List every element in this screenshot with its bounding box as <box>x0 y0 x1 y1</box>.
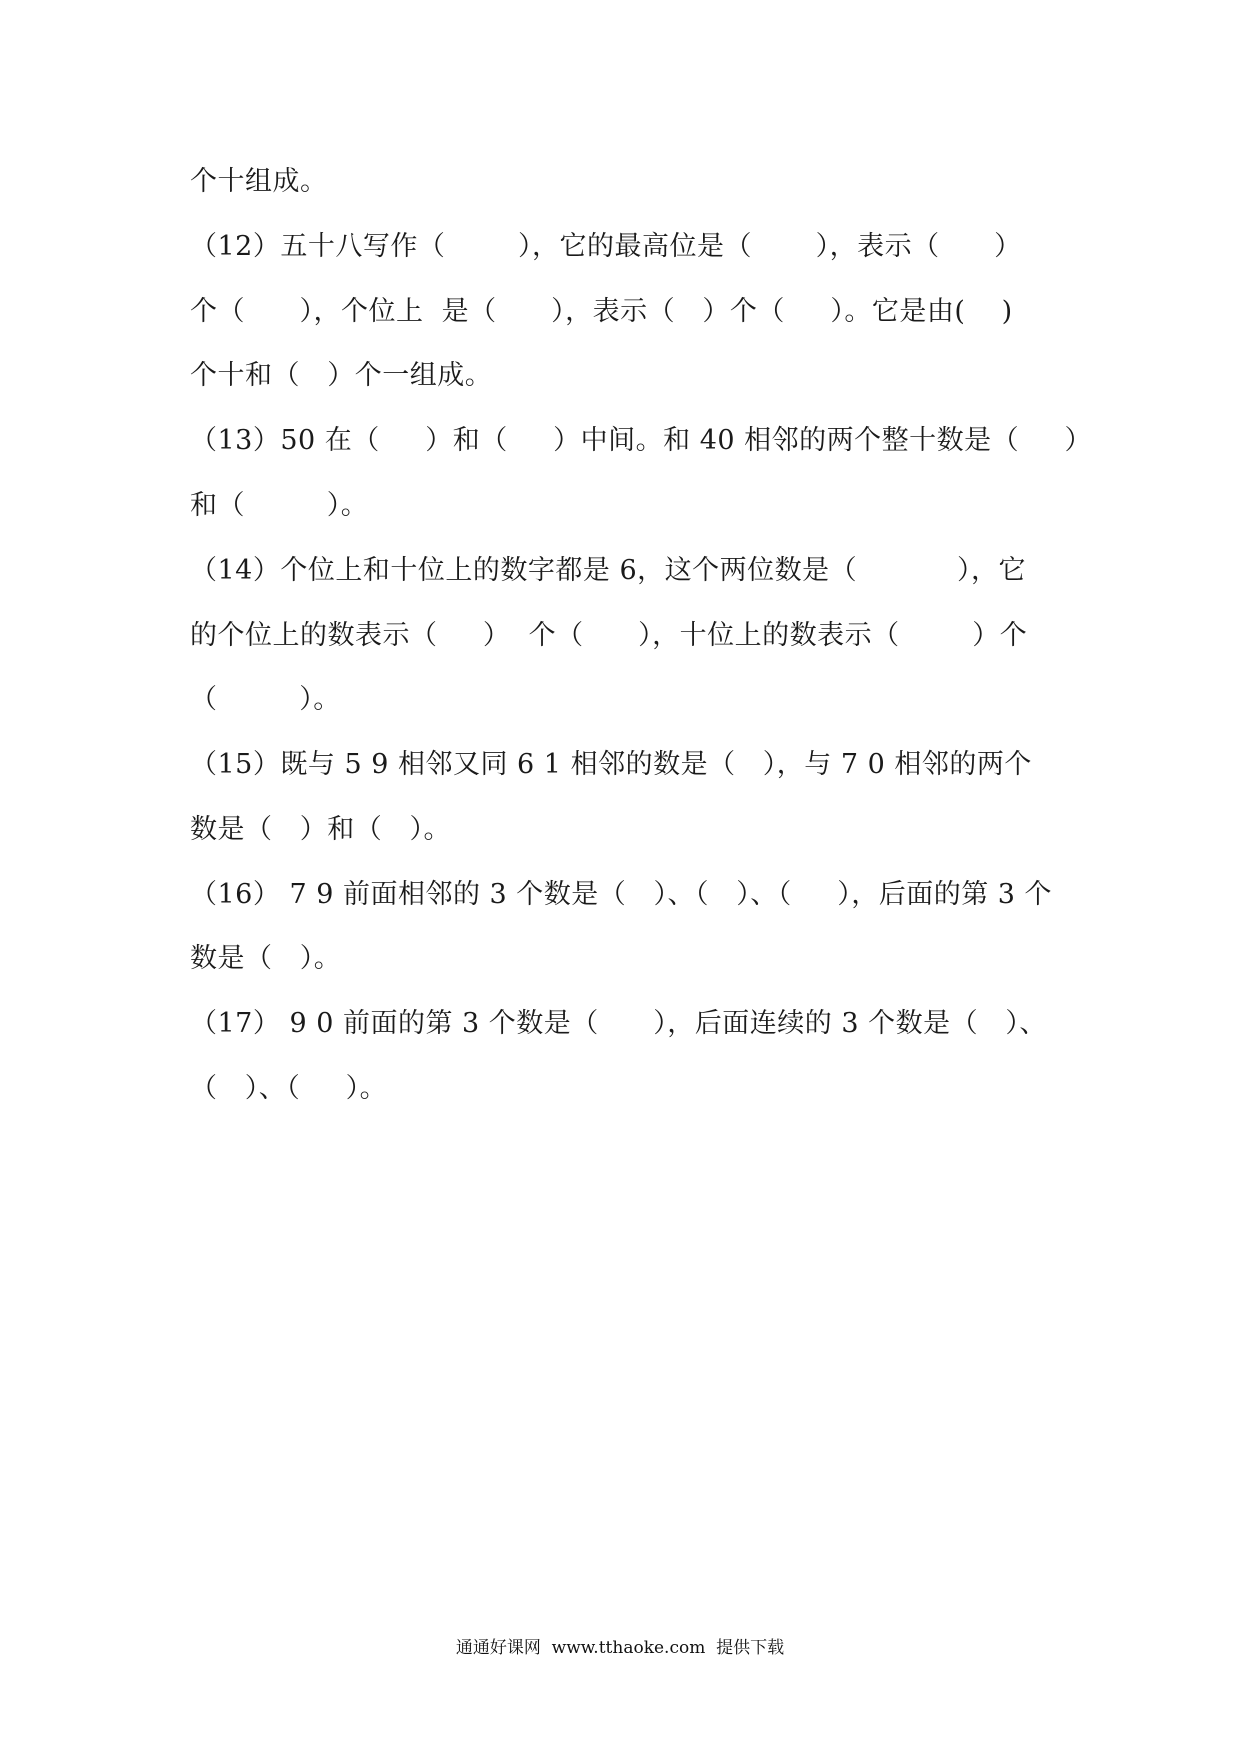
page-footer: 通通好课网 www.tthaoke.com 提供下载 <box>455 1638 785 1658</box>
question-15-line-2: 数是（ ）和（ ）。 <box>190 814 451 845</box>
question-15-line-1: （15）既与 5 9 相邻又同 6 1 相邻的数是（ ），与 7 0 相邻的两个 <box>190 749 1032 780</box>
question-14-line-3: （ ）。 <box>190 684 341 715</box>
text-line-1: 个十组成。 <box>190 166 328 197</box>
question-17-line-1: （17） 9 0 前面的第 3 个数是（ ），后面连续的 3 个数是（ ）、 <box>190 1008 1047 1039</box>
question-16-line-2: 数是（ ）。 <box>190 943 342 974</box>
question-12-line-2: 个（ ），个位上 是（ ），表示（ ）个（ ）。它是由( ) <box>190 296 1013 327</box>
question-14-line-2: 的个位上的数表示（ ） 个（ ），十位上的数表示（ ）个 <box>190 620 1028 651</box>
question-14-line-1: （14）个位上和十位上的数字都是 6，这个两位数是（ ），它 <box>190 555 1027 586</box>
question-13-line-2: 和（ ）。 <box>190 490 369 521</box>
question-12-line-1: （12）五十八写作（ ），它的最高位是（ ），表示（ ） <box>190 231 1022 262</box>
question-12-line-3: 个十和（ ）个一组成。 <box>190 360 493 391</box>
question-17-line-2: （ ）、（ ）。 <box>190 1073 388 1104</box>
question-16-line-1: （16） 7 9 前面相邻的 3 个数是（ ）、（ ）、（ ），后面的第 3 个 <box>190 879 1053 910</box>
question-13-line-1: （13）50 在（ ）和（ ）中间。和 40 相邻的两个整十数是（ ） <box>190 425 1093 456</box>
